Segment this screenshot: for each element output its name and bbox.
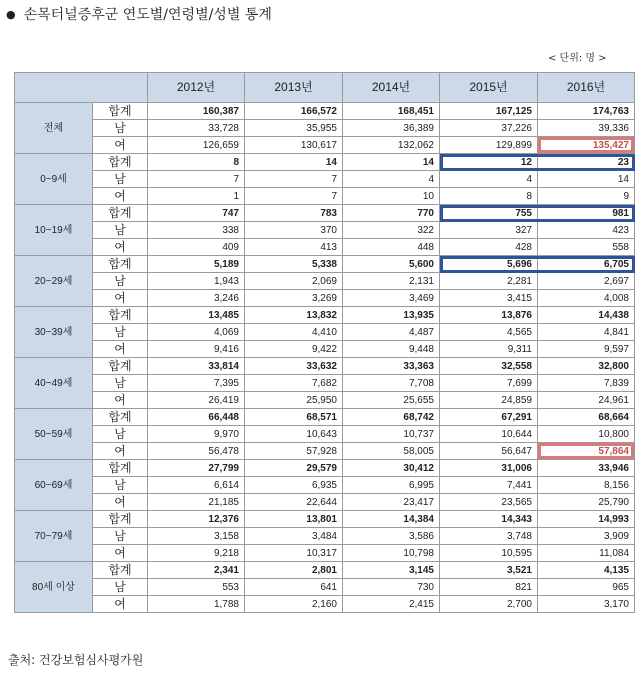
year-header: 2013년 [245,73,343,103]
category-label: 여 [93,596,148,613]
value-cell: 67,291 [440,409,538,426]
age-group-label: 20~29세 [15,256,93,307]
value-cell: 57,928 [245,443,343,460]
table-row [15,409,635,426]
value-cell: 68,742 [343,409,440,426]
category-label: 합계 [93,154,148,171]
table-row [15,494,635,511]
value-cell: 7,395 [148,375,245,392]
value-cell: 14,343 [440,511,538,528]
category-label: 남 [93,324,148,341]
table-row [15,341,635,358]
value-cell: 4 [343,171,440,188]
value-cell: 428 [440,239,538,256]
value-cell: 2,801 [245,562,343,579]
value-cell: 33,814 [148,358,245,375]
category-label: 여 [93,188,148,205]
table-row [15,426,635,443]
value-cell: 10,800 [538,426,635,443]
value-cell: 22,644 [245,494,343,511]
value-cell: 12 [440,154,538,171]
value-cell: 23 [538,154,635,171]
table-row [15,103,635,120]
value-cell: 3,469 [343,290,440,307]
value-cell: 409 [148,239,245,256]
table-row [15,256,635,273]
value-cell: 3,246 [148,290,245,307]
value-cell: 14,993 [538,511,635,528]
value-cell: 23,565 [440,494,538,511]
value-cell: 33,363 [343,358,440,375]
value-cell: 11,084 [538,545,635,562]
value-cell: 9,311 [440,341,538,358]
value-cell: 13,801 [245,511,343,528]
category-label: 남 [93,528,148,545]
table-row [15,137,635,154]
category-label: 여 [93,239,148,256]
value-cell: 10,643 [245,426,343,443]
value-cell: 10,317 [245,545,343,562]
value-cell: 66,448 [148,409,245,426]
value-cell: 13,832 [245,307,343,324]
age-group-label: 40~49세 [15,358,93,409]
value-cell: 821 [440,579,538,596]
value-cell: 9,218 [148,545,245,562]
value-cell: 31,006 [440,460,538,477]
category-label: 합계 [93,103,148,120]
value-cell: 4,565 [440,324,538,341]
value-cell: 13,876 [440,307,538,324]
value-cell: 4,008 [538,290,635,307]
year-header: 2012년 [148,73,245,103]
value-cell: 327 [440,222,538,239]
value-cell: 14,438 [538,307,635,324]
category-label: 합계 [93,460,148,477]
value-cell: 24,961 [538,392,635,409]
value-cell: 25,655 [343,392,440,409]
value-cell: 32,558 [440,358,538,375]
value-cell: 68,664 [538,409,635,426]
value-cell: 3,748 [440,528,538,545]
value-cell: 1,943 [148,273,245,290]
page-title-text: 손목터널증후군 연도별/연령별/성별 통계 [23,7,272,23]
value-cell: 5,696 [440,256,538,273]
page-title [6,4,272,24]
value-cell: 730 [343,579,440,596]
value-cell: 338 [148,222,245,239]
category-label: 여 [93,290,148,307]
header-row [15,73,635,103]
value-cell: 423 [538,222,635,239]
source-note: 출처: 건강보험심사평가원 [8,653,144,667]
category-label: 남 [93,426,148,443]
value-cell: 29,579 [245,460,343,477]
value-cell: 4,135 [538,562,635,579]
category-label: 합계 [93,511,148,528]
category-label: 남 [93,273,148,290]
statistics-table [14,72,635,613]
year-header: 2016년 [538,73,635,103]
value-cell: 9,448 [343,341,440,358]
table-row [15,477,635,494]
value-cell: 10,644 [440,426,538,443]
value-cell: 3,909 [538,528,635,545]
table-row [15,443,635,460]
value-cell: 5,600 [343,256,440,273]
value-cell: 4,487 [343,324,440,341]
value-cell: 21,185 [148,494,245,511]
value-cell: 30,412 [343,460,440,477]
age-group-label: 80세 이상 [15,562,93,613]
table-row [15,375,635,392]
value-cell: 4,410 [245,324,343,341]
table-row [15,120,635,137]
value-cell: 3,484 [245,528,343,545]
value-cell: 3,415 [440,290,538,307]
value-cell: 7,441 [440,477,538,494]
value-cell: 35,955 [245,120,343,137]
value-cell: 322 [343,222,440,239]
year-header: 2015년 [440,73,538,103]
value-cell: 168,451 [343,103,440,120]
value-cell: 2,341 [148,562,245,579]
value-cell: 3,586 [343,528,440,545]
table-row [15,273,635,290]
value-cell: 32,800 [538,358,635,375]
value-cell: 553 [148,579,245,596]
table-row [15,239,635,256]
value-cell: 10,798 [343,545,440,562]
value-cell: 24,859 [440,392,538,409]
table-row [15,579,635,596]
value-cell: 167,125 [440,103,538,120]
category-label: 여 [93,545,148,562]
value-cell: 56,647 [440,443,538,460]
value-cell: 14 [538,171,635,188]
table-row [15,596,635,613]
value-cell: 57,864 [538,443,635,460]
table-row [15,545,635,562]
value-cell: 2,131 [343,273,440,290]
value-cell: 1 [148,188,245,205]
value-cell: 9,416 [148,341,245,358]
value-cell: 126,659 [148,137,245,154]
value-cell: 56,478 [148,443,245,460]
value-cell: 13,935 [343,307,440,324]
value-cell: 2,415 [343,596,440,613]
value-cell: 14 [343,154,440,171]
value-cell: 747 [148,205,245,222]
value-cell: 4,841 [538,324,635,341]
value-cell: 10,737 [343,426,440,443]
table-row [15,324,635,341]
value-cell: 1,788 [148,596,245,613]
value-cell: 7 [245,188,343,205]
value-cell: 135,427 [538,137,635,154]
value-cell: 965 [538,579,635,596]
value-cell: 27,799 [148,460,245,477]
category-label: 남 [93,222,148,239]
value-cell: 37,226 [440,120,538,137]
value-cell: 33,728 [148,120,245,137]
value-cell: 7 [148,171,245,188]
value-cell: 33,632 [245,358,343,375]
value-cell: 7 [245,171,343,188]
value-cell: 130,617 [245,137,343,154]
age-group-label: 10~19세 [15,205,93,256]
category-label: 합계 [93,409,148,426]
value-cell: 641 [245,579,343,596]
value-cell: 6,935 [245,477,343,494]
value-cell: 132,062 [343,137,440,154]
value-cell: 2,069 [245,273,343,290]
value-cell: 68,571 [245,409,343,426]
age-group-label: 50~59세 [15,409,93,460]
value-cell: 13,485 [148,307,245,324]
value-cell: 12,376 [148,511,245,528]
value-cell: 33,946 [538,460,635,477]
value-cell: 9 [538,188,635,205]
value-cell: 370 [245,222,343,239]
age-group-label: 60~69세 [15,460,93,511]
category-label: 남 [93,579,148,596]
table-row [15,358,635,375]
table-row [15,528,635,545]
table-row [15,222,635,239]
value-cell: 9,970 [148,426,245,443]
category-label: 남 [93,477,148,494]
value-cell: 174,763 [538,103,635,120]
value-cell: 3,269 [245,290,343,307]
age-group-label: 30~39세 [15,307,93,358]
value-cell: 6,614 [148,477,245,494]
value-cell: 755 [440,205,538,222]
value-cell: 558 [538,239,635,256]
value-cell: 7,699 [440,375,538,392]
age-group-label: 70~79세 [15,511,93,562]
value-cell: 3,170 [538,596,635,613]
value-cell: 448 [343,239,440,256]
value-cell: 166,572 [245,103,343,120]
category-label: 합계 [93,562,148,579]
value-cell: 25,790 [538,494,635,511]
table-row [15,290,635,307]
value-cell: 783 [245,205,343,222]
category-label: 여 [93,137,148,154]
value-cell: 10 [343,188,440,205]
category-label: 여 [93,341,148,358]
table-row [15,205,635,222]
category-label: 여 [93,443,148,460]
value-cell: 2,697 [538,273,635,290]
value-cell: 2,281 [440,273,538,290]
value-cell: 981 [538,205,635,222]
year-header: 2014년 [343,73,440,103]
value-cell: 6,705 [538,256,635,273]
value-cell: 10,595 [440,545,538,562]
age-group-label: 0~9세 [15,154,93,205]
table-row [15,307,635,324]
value-cell: 14 [245,154,343,171]
table-row [15,511,635,528]
value-cell: 160,387 [148,103,245,120]
value-cell: 4 [440,171,538,188]
value-cell: 5,189 [148,256,245,273]
value-cell: 39,336 [538,120,635,137]
value-cell: 8,156 [538,477,635,494]
value-cell: 58,005 [343,443,440,460]
category-label: 남 [93,171,148,188]
category-label: 여 [93,494,148,511]
category-label: 합계 [93,358,148,375]
value-cell: 2,160 [245,596,343,613]
category-label: 남 [93,120,148,137]
value-cell: 4,069 [148,324,245,341]
value-cell: 26,419 [148,392,245,409]
value-cell: 129,899 [440,137,538,154]
table-row [15,392,635,409]
bullet-icon: ● [6,8,16,21]
value-cell: 14,384 [343,511,440,528]
value-cell: 25,950 [245,392,343,409]
category-label: 합계 [93,205,148,222]
unit-label: < 단위: 명 > [548,53,607,64]
table-row [15,460,635,477]
value-cell: 23,417 [343,494,440,511]
value-cell: 5,338 [245,256,343,273]
value-cell: 8 [148,154,245,171]
category-label: 여 [93,392,148,409]
value-cell: 3,158 [148,528,245,545]
table-row [15,171,635,188]
value-cell: 6,995 [343,477,440,494]
age-group-label: 전체 [15,103,93,154]
value-cell: 770 [343,205,440,222]
category-label: 남 [93,375,148,392]
value-cell: 9,422 [245,341,343,358]
value-cell: 7,839 [538,375,635,392]
value-cell: 9,597 [538,341,635,358]
value-cell: 7,708 [343,375,440,392]
table-row [15,188,635,205]
value-cell: 8 [440,188,538,205]
value-cell: 7,682 [245,375,343,392]
value-cell: 2,700 [440,596,538,613]
header-corner [15,73,148,103]
table-row [15,562,635,579]
value-cell: 3,145 [343,562,440,579]
table-row [15,154,635,171]
category-label: 합계 [93,307,148,324]
category-label: 합계 [93,256,148,273]
value-cell: 3,521 [440,562,538,579]
value-cell: 36,389 [343,120,440,137]
value-cell: 413 [245,239,343,256]
